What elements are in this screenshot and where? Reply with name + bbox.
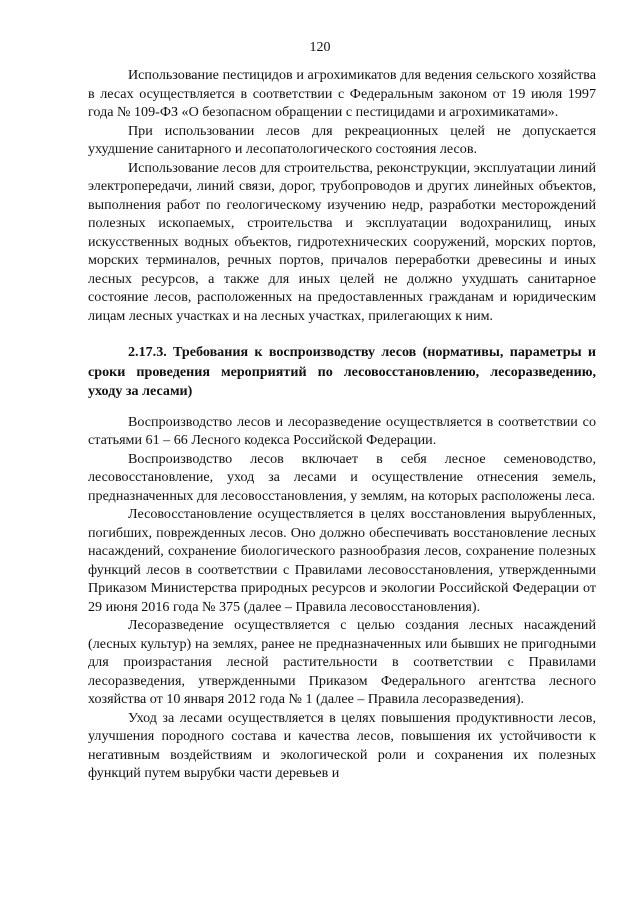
- paragraph-recreation: При использовании лесов для рекреационных целей не допускается ухудшение санитарного и лесопатологического состояния лесов.: [88, 122, 596, 157]
- paragraph-reforestation: Лесовосстановление осуществляется в целях восстановления вырубленных, погибших, поврежденных лесов. Оно должно обеспечивать восстановление лесных насаждений, сохранение биологического разнообразия лесов, сохранение полезных функций лесов в соответствии с Правилами лесовосстановления, утвержденными Приказом Министерства природных ресурсов и экологии Российской Федерации от 29 июня 2016 года № 375 (далее – Правила лесовосстановления).: [88, 506, 596, 615]
- document-body: [88, 66, 596, 783]
- page-number: 120: [309, 40, 331, 55]
- paragraph-pesticides: Использование пестицидов и агрохимикатов для ведения сельского хозяйства в лесах осуществляется в соответствии с Федеральным законом от 19 июля 1997 года № 109-ФЗ «О безопасном обращении с пестицидами и агрохимикатами».: [88, 67, 596, 120]
- paragraph-reproduction-includes: Воспроизводство лесов включает в себя лесное семеноводство, лесовосстановление, уход за лесами и осуществление отнесения земель, предназначенных для лесовосстановления, у землям, на которых расположены леса.: [88, 450, 596, 504]
- paragraph-afforestation: Лесоразведение осуществляется с целью создания лесных насаждений (лесных культур) на землях, ранее не предназначенных или бывших не пригодными для произрастания лесной растительности в соответствии с Правилами лесоразведения, утвержденными Приказом Федерального агентства лесного хозяйства от 10 января 2012 года № 1 (далее – Правила лесоразведения).: [88, 617, 596, 707]
- section-heading: 2.17.3. Требования к воспроизводству лесов (нормативы, параметры и сроки проведения мероприятий по лесовосстановлению, лесоразведению, уходу за лесами): [88, 344, 596, 399]
- paragraph-reproduction-basis: Воспроизводство лесов и лесоразведение осуществляется в соответствии со статьями 61 – 66 Лесного кодекса Российской Федерации.: [88, 413, 596, 448]
- paragraph-forest-care: Уход за лесами осуществляется в целях повышения продуктивности лесов, улучшения породного состава и качества лесов, повышения их устойчивости к негативным воздействиям и экологической роли и сохранения их полезных функций путем вырубки части деревьев и: [88, 709, 596, 781]
- paragraph-construction: Использование лесов для строительства, реконструкции, эксплуатации линий электропередачи, линий связи, дорог, трубопроводов и других линейных объектов, выполнения работ по геологическому изучению недр, разработки месторождений полезных ископаемых, строительства и эксплуатации водохранилищ, иных искусственных водных объектов, гидротехнических сооружений, морских портов, морских терминалов, речных портов, причалов переработки древесины и иных лесных ресурсов, а также для иных целей не должно ухудшать санитарное состояние лесов, расположенных на предоставленных гражданам и юридическим лицам лесных участках и на лесных участках, прилегающих к ним.: [88, 159, 596, 324]
